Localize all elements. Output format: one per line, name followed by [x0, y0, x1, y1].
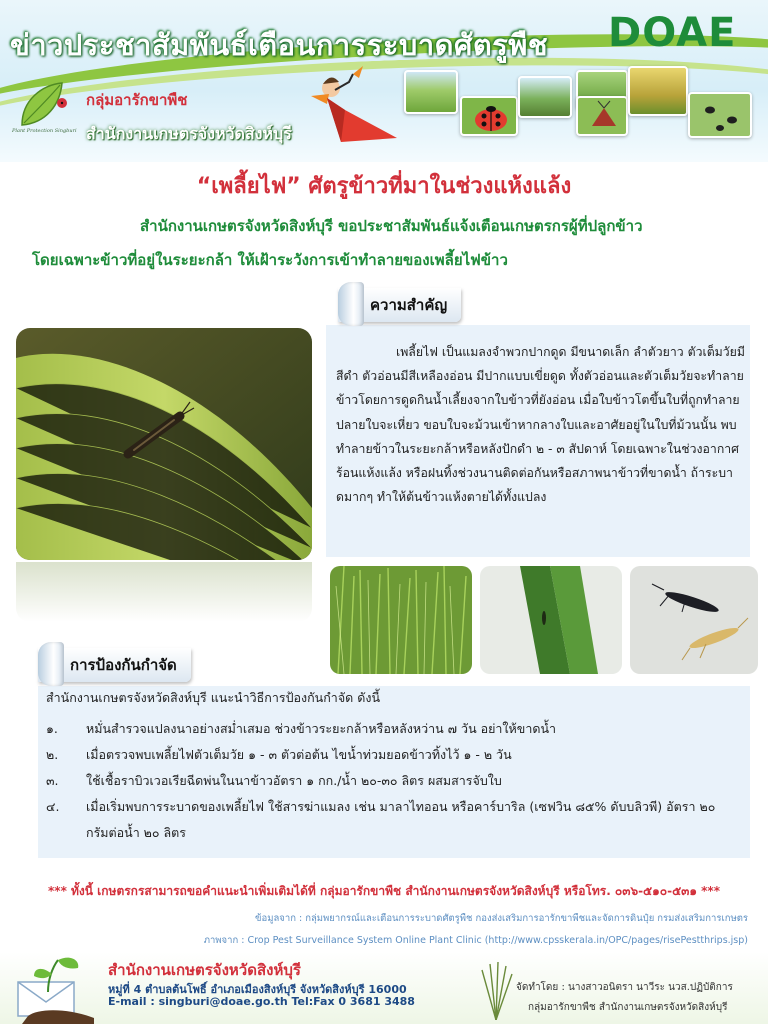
prevention-step	[46, 768, 736, 794]
rice-seedlings-photo	[330, 566, 472, 674]
footer-office-name: สำนักงานเกษตรจังหวัดสิงห์บุรี	[108, 961, 301, 979]
prevention-lead: สำนักงานเกษตรจังหวัดสิงห์บุรี แนะนำวิธีการป้องกันกำจัด ดังนี้	[46, 690, 380, 705]
prevention-step	[46, 794, 736, 846]
damaged-leaf-image	[480, 566, 622, 674]
thrips-adult-nymph-photo	[630, 566, 758, 674]
prepared-by-group: กลุ่มอารักขาพืช สำนักงานเกษตรจังหวัดสิงห์บุรี	[528, 1002, 728, 1013]
importance-text: เพลี้ยไฟ เป็นแมลงจำพวกปากดูด มีขนาดเล็ก ลำตัวยาว ตัวเต็มวัยมีสีดำ ตัวอ่อนมีสีเหลืองอ่อน มีปากแบบเขี่ยดูด ทั้งตัวอ่อนและตัวเต็มวัยจะทำลายข้าวโดยการดูดกินน้ำเลี้ยงจากใบข้าวที่ยังอ่อน เมื่อใบข้าวโตขึ้นใบที่ถูกทำลายปลายใบจะเหี่ยว ขอบใบจะม้วนเข้าหากลางใบและอาศัยอยู่ในใบที่ม้วนนั้น พบทำลายข้าวในระยะกล้าหรือหลังปักดำ ๒ - ๓ สัปดาห์ โดยเฉพาะในช่วงอากาศร้อนแห้งแล้ง หรือฝนทิ้งช่วงนานติดต่อกันหรือสภาพนาข้าวที่ขาดน้ำ ถ้าระบาดมากๆ ทำให้ต้นข้าวแห้งตายได้ทั้งแปลง	[336, 345, 745, 505]
thrips-on-leaf-photo	[16, 328, 312, 560]
office-name: สำนักงานเกษตรจังหวัดสิงห์บุรี	[86, 124, 292, 143]
thrips-damage-leaf-photo	[480, 566, 622, 674]
importance-heading-tab	[338, 288, 461, 322]
prevention-heading-tab	[38, 648, 191, 682]
importance-heading: ความสำคัญ	[370, 296, 448, 314]
prevention-heading: การป้องกันกำจัด	[70, 656, 177, 674]
source-data-credit: ข้อมูลจาก : กลุ่มพยากรณ์และเตือนการระบาดศัตรูพืช กองส่งเสริมการอารักขาพืชและจัดการดินปุ๋ย กรมส่งเสริมการเกษตร	[255, 913, 748, 924]
header-banner	[0, 0, 768, 162]
doae-logo: DOAE	[608, 10, 737, 56]
page-title: ข่าวประชาสัมพันธ์เตือนการระบาดศัตรูพืช	[10, 28, 549, 62]
step-text: หมั่นสำรวจแปลงนาอย่างสม่ำเสมอ ช่วงข้าวระยะกล้าหรือหลังหว่าน ๗ วัน อย่าให้ขาดน้ำ	[86, 721, 557, 736]
thumbnail-stinkbug-photo	[576, 96, 628, 136]
thumbnail-field-photo	[404, 70, 458, 114]
thumbnail-ladybug-photo	[460, 96, 518, 136]
scroll-curl-icon	[338, 282, 364, 326]
group-name: กลุ่มอารักขาพืช	[86, 91, 188, 109]
intro-line-1: สำนักงานเกษตรจังหวัดสิงห์บุรี ขอประชาสัมพันธ์แจ้งเตือนเกษตรกรผู้ที่ปลูกข้าว	[140, 217, 643, 235]
step-number: ๔.	[46, 799, 60, 814]
plant-protection-logo-icon	[12, 75, 74, 135]
importance-body	[336, 340, 746, 509]
envelope-plant-icon	[8, 952, 104, 1024]
step-number: ๒.	[46, 747, 59, 762]
step-number: ๑.	[46, 721, 58, 736]
step-number: ๓.	[46, 773, 59, 788]
footer-email[interactable]: E-mail : singburi@doae.go.th Tel:Fax 0 3681 3488	[108, 995, 415, 1008]
beetles-icon	[690, 94, 752, 138]
thumbnail-rice-panicle-photo	[628, 66, 688, 116]
grass-icon	[476, 960, 516, 1020]
thrips-specimens-image	[630, 566, 758, 674]
rice-seedlings-image	[330, 566, 472, 674]
contact-note: *** ทั้งนี้ เกษตรกรสามารถขอคำแนะนำเพิ่มเติมได้ที่ กลุ่มอารักขาพืช สำนักงานเกษตรจังหวัดสิงห์บุรี หรือโทร. ๐๓๖-๕๑๐-๕๓๑ ***	[48, 884, 720, 898]
photo-reflection	[16, 562, 312, 622]
prepared-by-person: จัดทำโดย : นางสาวอนิตรา นาวีระ นวส.ปฏิบัติการ	[516, 982, 733, 993]
article-title: “เพลี้ยไฟ” ศัตรูข้าวที่มาในช่วงแห้งแล้ง	[196, 174, 572, 199]
thumbnail-farmer-photo	[518, 76, 572, 118]
ladybug-icon	[462, 98, 518, 136]
step-text: เมื่อเริ่มพบการระบาดของเพลี้ยไฟ ใช้สารฆ่าแมลง เช่น มาลาไทออน หรือคาร์บาริล (เซฟวิน ๘๕% ดับบลิวพี) อัตรา ๒๐ กรัมต่อน้ำ ๒๐ ลิตร	[86, 799, 716, 840]
prevention-steps	[46, 716, 736, 846]
scroll-curl-icon	[38, 642, 64, 686]
step-text: ใช้เชื้อราบิวเวอเรียฉีดพ่นในนาข้าวอัตรา ๑ กก./น้ำ ๒๐-๓๐ ลิตร ผสมสารจับใบ	[86, 773, 502, 788]
intro-line-2: โดยเฉพาะข้าวที่อยู่ในระยะกล้า ให้เฝ้าระวังการเข้าทำลายของเพลี้ยไฟข้าว	[32, 251, 508, 269]
logo-caption: Plant Protection Singburi	[12, 128, 77, 134]
prevention-step	[46, 742, 736, 768]
prevention-step	[46, 716, 736, 742]
thumbnail-insects-photo	[688, 92, 752, 138]
megaphone-figure-icon	[305, 60, 405, 150]
step-text: เมื่อตรวจพบเพลี้ยไฟตัวเต็มวัย ๑ - ๓ ตัวต่อต้น ไขน้ำท่วมยอดข้าวทิ้งไว้ ๑ - ๒ วัน	[86, 747, 512, 762]
prepared-by	[516, 978, 733, 1018]
source-image-credit[interactable]: ภาพจาก : Crop Pest Surveillance System Online Plant Clinic (http://www.cpsskerala.in/OPC/pages/risePestthrips.jsp)	[203, 935, 748, 946]
thrips-on-leaf-image	[16, 328, 312, 560]
stinkbug-icon	[578, 98, 628, 136]
footer-address: หมู่ที่ 4 ตำบลต้นโพธิ์ อำเภอเมืองสิงห์บุรี จังหวัดสิงห์บุรี 16000	[108, 983, 407, 996]
